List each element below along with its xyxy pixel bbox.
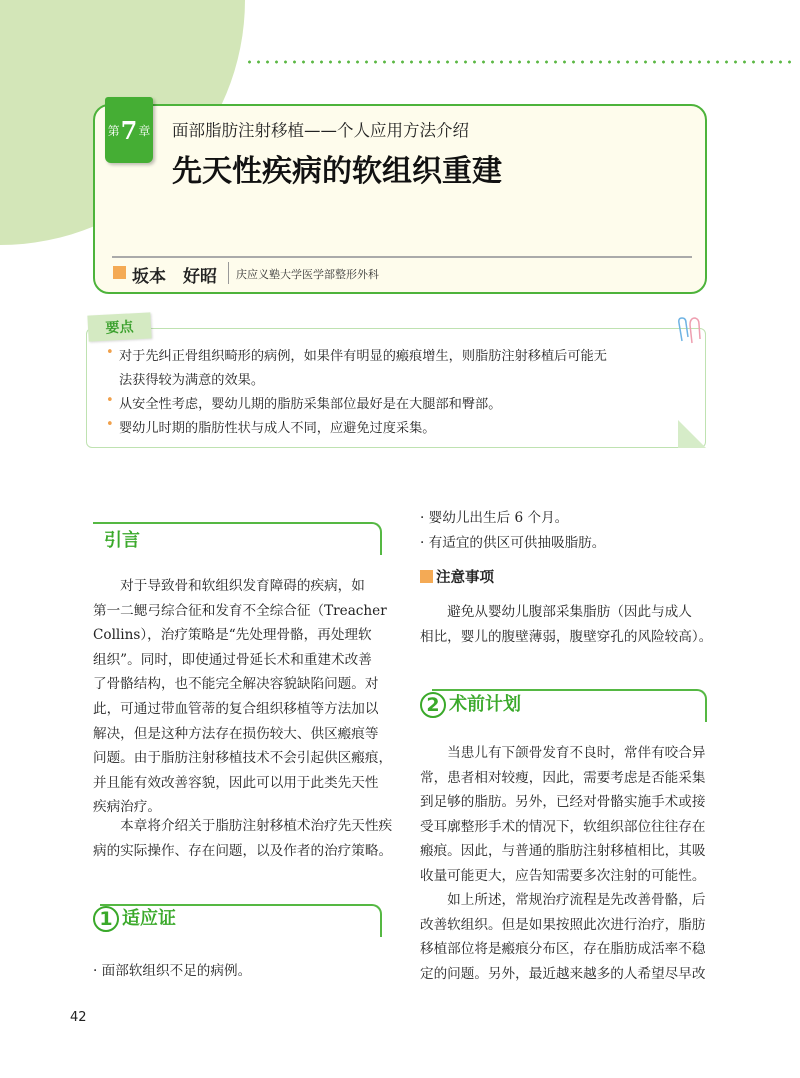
bullet-icon: •	[106, 393, 114, 408]
preop-paragraph-line: 瘢痕。因此，与普通的脂肪注射移植相比，其吸	[420, 843, 706, 859]
intro-paragraph-line: 对于导致骨和软组织发育障碍的疾病，如	[93, 578, 365, 594]
indications-heading-text: 适应证	[122, 908, 176, 929]
author-affiliation: 庆应义塾大学医学部整形外科	[236, 268, 379, 281]
caution-paragraph-line: 避免从婴幼儿腹部采集脂肪（因此与成人	[420, 604, 692, 620]
intro-paragraph-line: 本章将介绍关于脂肪注射移植术治疗先天性疾	[93, 818, 393, 834]
preop-paragraph-line: 常，患者相对较瘦，因此，需要考虑是否能采集	[420, 769, 706, 786]
preop-heading-text: 术前计划	[449, 694, 521, 715]
preop-paragraph-line: 收量可能更大，应告知需要多次注射的可能性。	[420, 867, 706, 884]
intro-paragraph-line: 解决，但是这种方法存在损伤较大、供区瘢痕等	[93, 725, 379, 742]
intro-heading: 引言	[104, 530, 140, 551]
preop-paragraph-line: 改善软组织。但是如果按照此次进行治疗，脂肪	[420, 916, 706, 933]
preop-paragraph-line: 如上所述，常规治疗流程是先改善骨骼，后	[420, 892, 706, 908]
chapter-badge	[105, 97, 153, 163]
bullet-icon: •	[106, 417, 114, 432]
intro-paragraph-line: 第一二鳃弓综合征和发育不全综合征（Treacher	[93, 602, 387, 619]
intro-paragraph-line: 组织”。同时，即使通过骨延长术和重建术改善	[93, 651, 372, 668]
chapter-prefix: 第	[107, 123, 120, 138]
caution-paragraph-line: 相比，婴儿的腹壁薄弱，腹壁穿孔的风险较高）。	[420, 628, 713, 645]
criteria-bullet: · 有适宜的供区可供抽吸脂肪。	[420, 534, 606, 551]
intro-paragraph-line: 并且能有效改善容貌，因此可以用于此类先天性	[93, 774, 379, 791]
preop-paragraph-line: 受耳廓整形手术的情况下，软组织部位往往存在	[420, 818, 706, 835]
key-points-tag: 要点	[87, 312, 151, 341]
key-point-text: 法获得较为满意的效果。	[119, 373, 265, 388]
preop-paragraph-line: 定的问题。另外，最近越来越多的人希望尽早改	[420, 965, 706, 982]
indications-heading	[93, 904, 176, 932]
intro-paragraph-line: Collins），治疗策略是“先处理骨骼，再处理软	[93, 627, 372, 644]
intro-paragraph-line: 问题。由于脂肪注射移植技术不会引起供区瘢痕，	[93, 750, 393, 767]
page-number: 42	[70, 1010, 87, 1025]
divider	[228, 262, 229, 284]
author-name: 坂本 好昭	[132, 267, 217, 287]
preop-paragraph-line: 到足够的脂肪。另外，已经对骨骼实施手术或接	[420, 794, 706, 810]
paperclip-icon	[677, 315, 703, 345]
chapter-number: 7	[120, 115, 138, 145]
key-point-text: 从安全性考虑，婴幼儿期的脂肪采集部位最好是在大腿部和臀部。	[119, 397, 502, 412]
page-fold-corner	[678, 420, 706, 448]
chapter-suffix: 章	[138, 123, 151, 138]
section-number: 1	[93, 906, 119, 932]
dotted-divider	[245, 60, 795, 64]
key-point-text: 对于先纠正骨组织畸形的病例，如果伴有明显的瘢痕增生，则脂肪注射移植后可能无	[119, 349, 607, 364]
bullet-icon: •	[106, 345, 114, 360]
chapter-title: 先天性疾病的软组织重建	[172, 154, 502, 189]
preop-paragraph-line: 当患儿有下颌骨发育不良时，常伴有咬合异	[420, 745, 706, 761]
criteria-bullet: · 婴幼儿出生后 6 个月。	[420, 510, 569, 526]
key-point-text: 婴幼儿时期的脂肪性状与成人不同，应避免过度采集。	[119, 421, 436, 436]
intro-paragraph-line: 了骨骼结构，也不能完全解决容貌缺陷问题。对	[93, 676, 379, 693]
caution-heading: 注意事项	[436, 570, 494, 586]
section-number: 2	[420, 692, 446, 718]
intro-paragraph-line: 疾病治疗。	[93, 799, 161, 816]
preop-heading	[420, 690, 521, 718]
preop-paragraph-line: 移植部位将是瘢痕分布区，存在脂肪成活率不稳	[420, 941, 706, 957]
caution-marker-icon	[420, 570, 433, 583]
intro-paragraph-line: 此，可通过带血管蒂的复合组织移植等方法加以	[93, 701, 379, 717]
chapter-subtitle: 面部脂肪注射移植——个人应用方法介绍	[172, 121, 469, 140]
indication-bullet: · 面部软组织不足的病例。	[93, 963, 252, 979]
divider	[112, 256, 692, 258]
author-marker-icon	[113, 266, 126, 279]
intro-paragraph-line: 病的实际操作、存在问题，以及作者的治疗策略。	[93, 842, 393, 859]
